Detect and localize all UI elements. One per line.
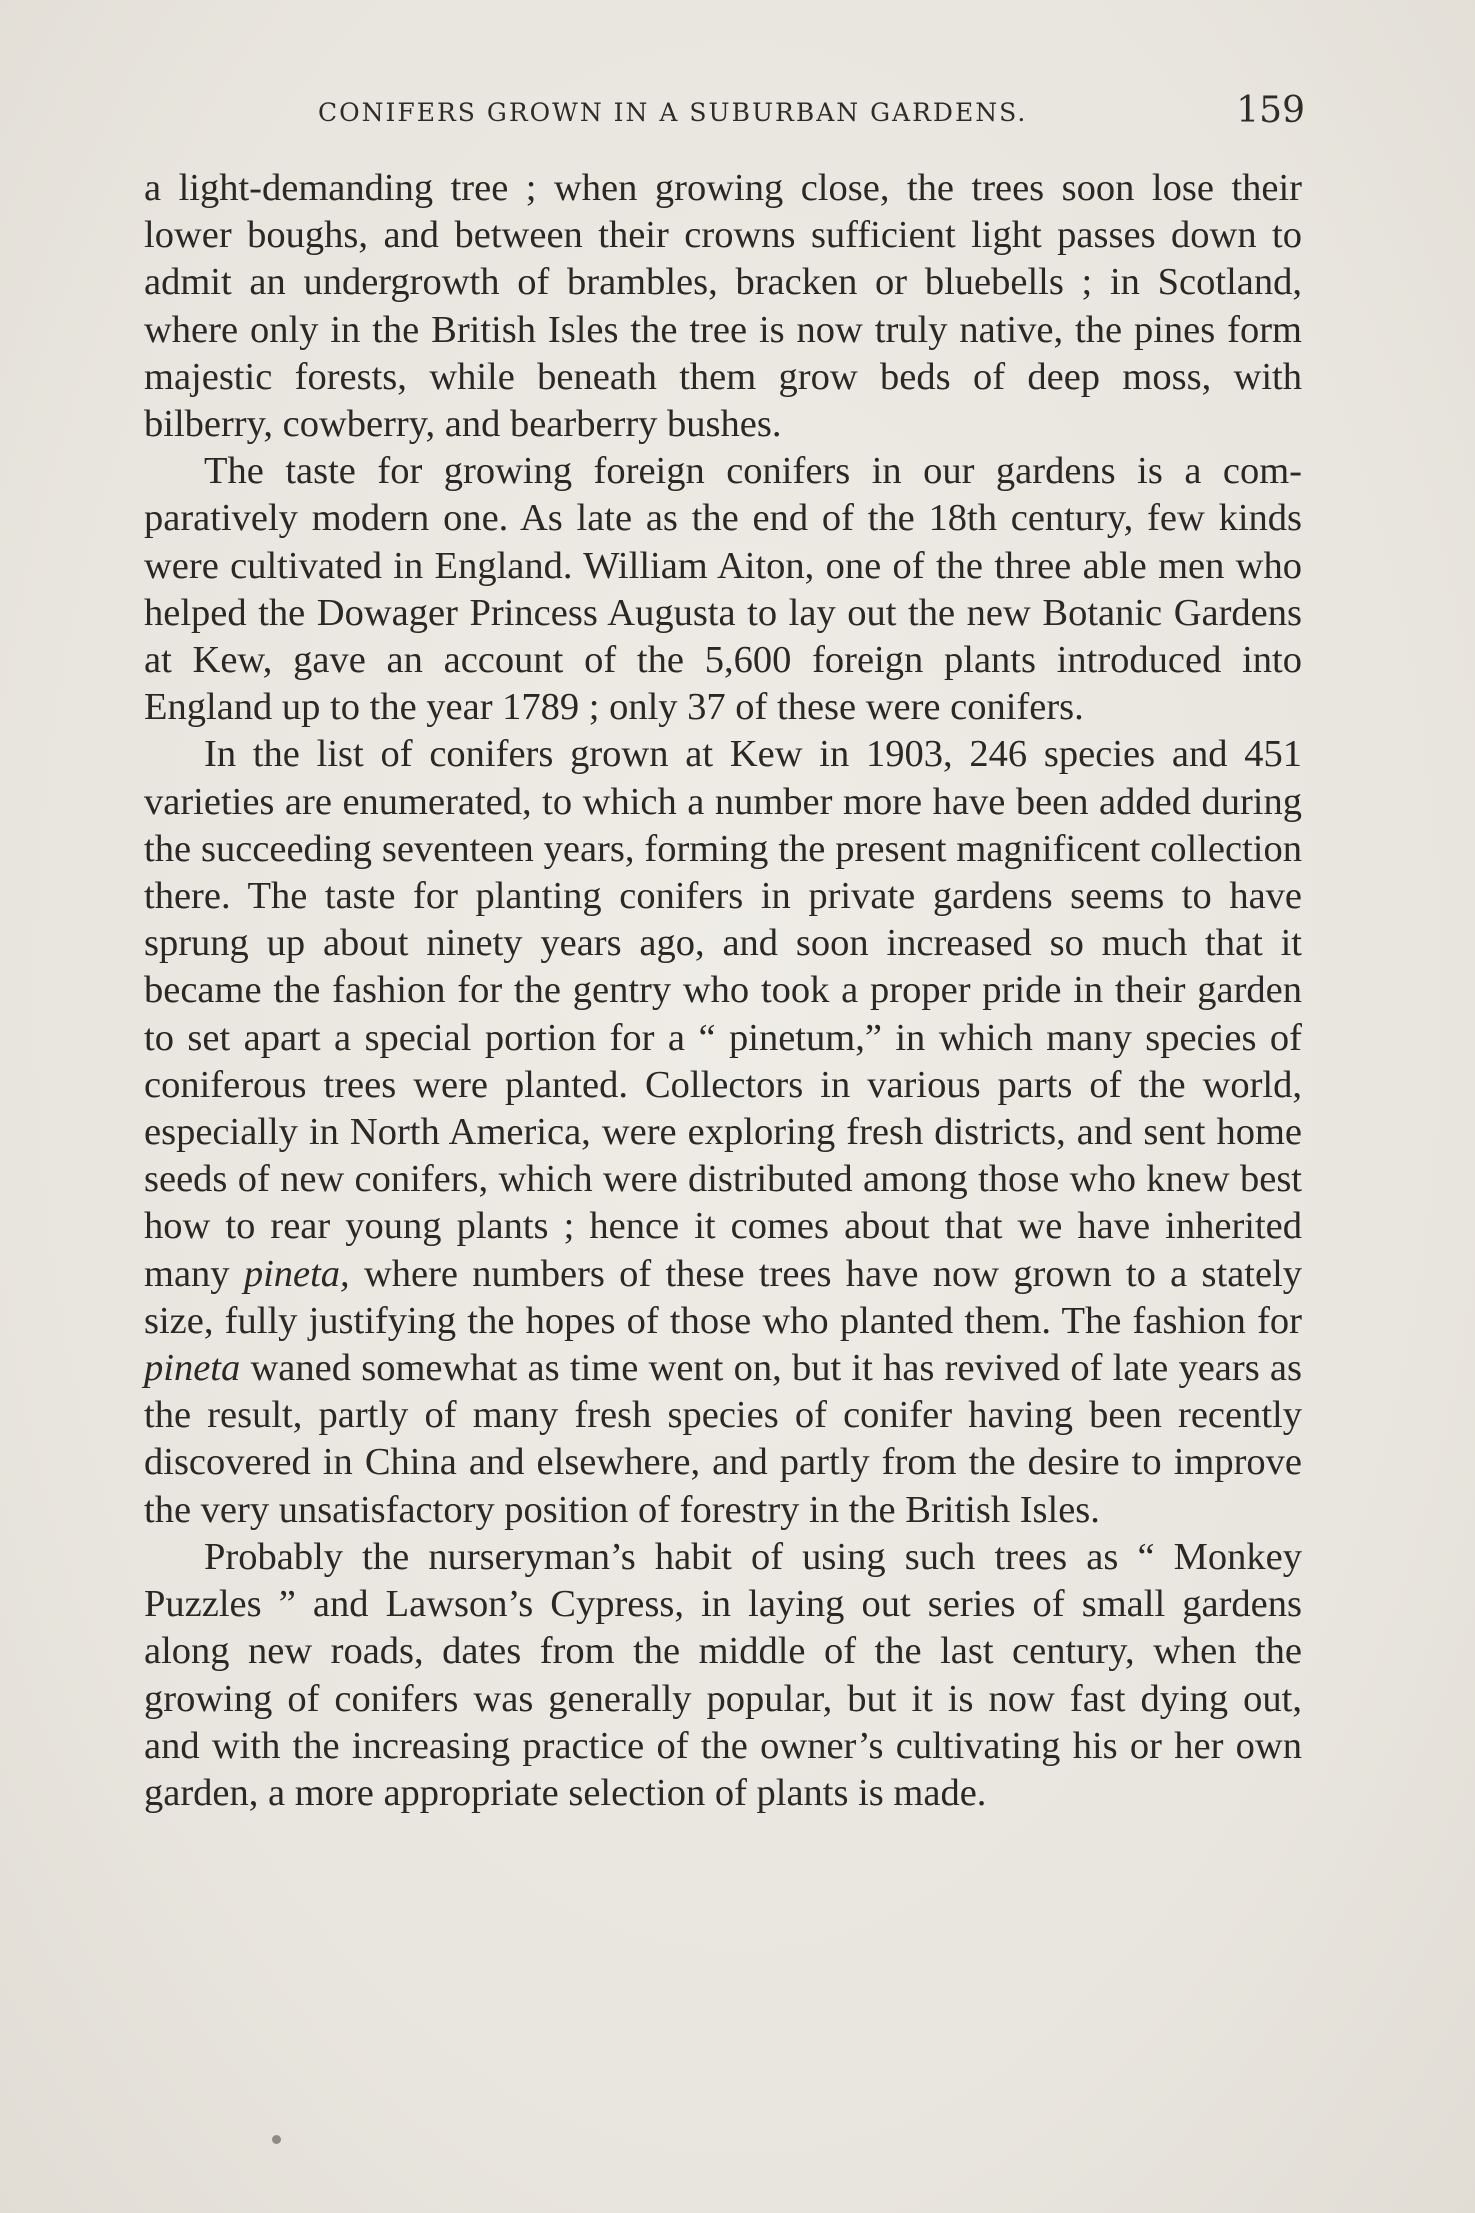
paragraph-3-part-a: In the list of conifers grown at Kew in 1903, 246 species and 451 varieties are enumerated, to which a number more have been added during the succeeding seventeen years, forming the present magnificent collection there. The taste for planting conifers in private gardens seems to have sprung up about ninety years ago, and soon increased so much that it became the fashion for the gentry who took a proper pride in their garden to set apart a special portion for a “ pinetum,” in which many species of coniferous trees were planted. Collectors in various parts of the world, especially in North America, were exploring fresh districts, and sent home seeds of new conifers, which were distributed among those who knew best how to rear young plants ; hence it comes about that we have inherited many [144, 733, 1302, 1295]
paragraph-3-part-c: waned somewhat as time went on, but it has revived of late years as the result, partly of many fresh species of conifer having been recently discovered in China and elsewhere, and partly from the desire to improve the very unsatisfactory position of forestry in the British Isles. [144, 1347, 1303, 1531]
paragraph-1: a light-demanding tree ; when growing close, the trees soon lose their lower boughs, and between their crowns sufficient light passes down to admit an undergrowth of brambles, bracken or bluebells ; in Scotland, where only in the British Isles the tree is now truly native, the pines form majestic forests, while beneath them grow beds of deep moss, with bilberry, cowberry, and bearberry bushes. [144, 167, 1302, 446]
italic-pineta-1: pineta, [243, 1252, 350, 1295]
ink-speck [272, 2135, 281, 2144]
body-text [144, 165, 1302, 1817]
running-head [318, 90, 1305, 140]
paragraph-4: Probably the nurseryman’s habit of using such trees as “ Monkey Puzzles ” and Lawson’s Cypress, in laying out series of small gardens along new roads, dates from the middle of the last century, when the growing of conifers was generally popular, but it is now fast dying out, and with the increasing practice of the owner’s cultivating his or her own garden, a more appropriate selection of plants is made. [144, 1535, 1302, 1814]
running-title: CONIFERS GROWN IN A SUBURBAN GARDENS. [318, 98, 1028, 127]
paragraph-3 [144, 731, 1302, 1533]
italic-pineta-2: pineta [144, 1347, 241, 1390]
paragraph-3-part-b: where numbers of these trees have now grown to a stately size, fully justifying the hopes of those who planted them. The fashion for [144, 1252, 1303, 1342]
page-number: 159 [1236, 90, 1305, 131]
paragraph-2: The taste for growing foreign conifers in our gardens is a comparatively modern one. As late as the end of the 18th century, few kinds were cultivated in England. William Aiton, one of the three able men who helped the Dowager Princess Augusta to lay out the new Botanic Gardens at Kew, gave an account of the 5,600 foreign plants introduced into England up to the year 1789 ; only 37 of these were conifers. [144, 450, 1302, 729]
